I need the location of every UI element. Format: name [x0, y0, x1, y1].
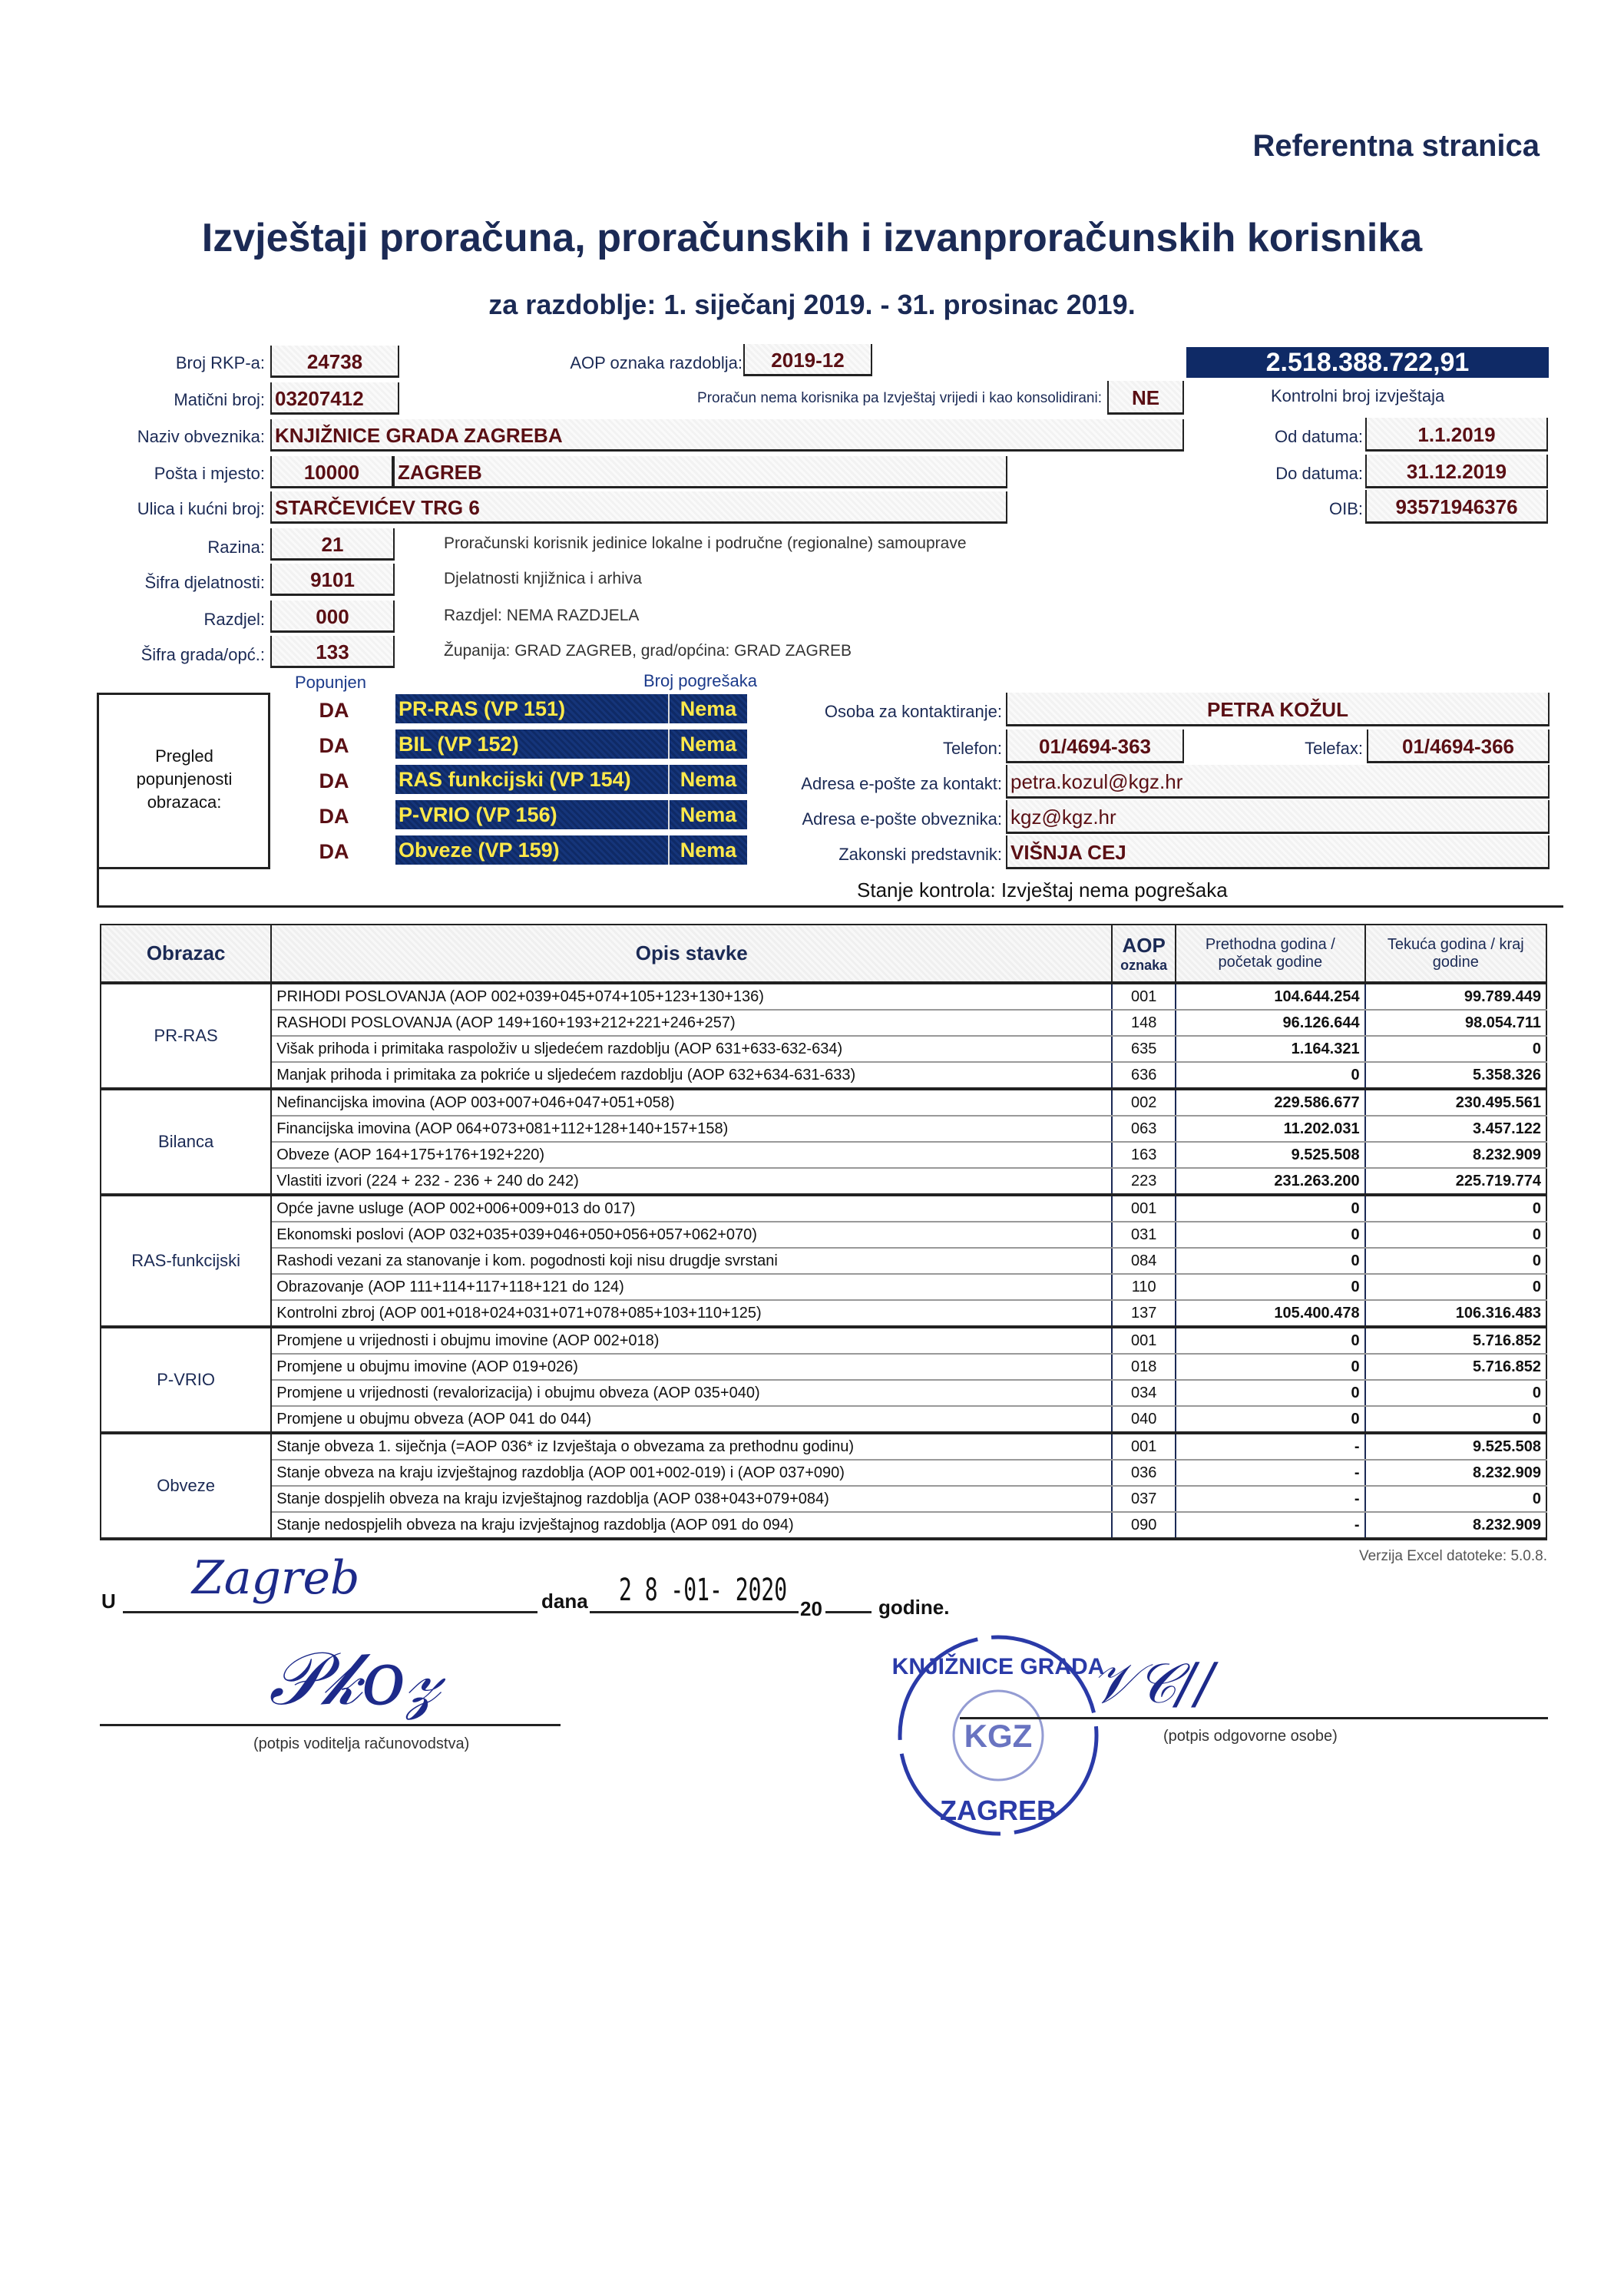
table-row: Obveze (AOP 164+175+176+192+220) 163 9.525.508 8.232.909: [101, 1142, 1546, 1168]
mb-field[interactable]: 03207412: [270, 382, 399, 415]
form-errors: Nema: [668, 694, 747, 723]
table-row: Stanje dospjelih obveza na kraju izvještajnog razdoblja (AOP 038+043+079+084) 037 - 0: [101, 1486, 1546, 1512]
name-field[interactable]: KNJIŽNICE GRADA ZAGREBA: [270, 419, 1184, 452]
table-row: Obveze Stanje obveza 1. siječnja (=AOP 036* iz Izvještaja o obvezama za prethodnu godinu) 001 - 9.525.508: [101, 1433, 1546, 1460]
col-previous-year: Prethodna godina / početak godine: [1176, 925, 1364, 983]
org-email-field[interactable]: kgz@kgz.hr: [1006, 800, 1550, 834]
to-date-label: Do datuma:: [1275, 464, 1363, 483]
table-row: Stanje nedospjelih obveza na kraju izvještajnog razdoblja (AOP 091 do 094) 090 - 8.232.909: [101, 1512, 1546, 1539]
table-row: Promjene u obujmu obveza (AOP 041 do 044) 040 0 0: [101, 1406, 1546, 1433]
fax-label: Telefax:: [1305, 739, 1363, 758]
group-obveze: Obveze: [101, 1433, 271, 1539]
year-prefix: 20: [800, 1597, 822, 1620]
activity-label: Šifra djelatnosti:: [144, 573, 265, 592]
responsible-signature: 𝒱𝒞//: [1090, 1651, 1214, 1715]
table-row: P-VRIO Promjene u vrijednosti i obujmu imovine (AOP 002+018) 001 0 5.716.852: [101, 1327, 1546, 1354]
form-errors: Nema: [668, 800, 747, 829]
place-line: [123, 1611, 537, 1613]
table-row: Vlastiti izvori (224 + 232 - 236 + 240 do 242) 223 231.263.200 225.719.774: [101, 1168, 1546, 1195]
excel-version: Verzija Excel datoteke: 5.0.8.: [1358, 1548, 1547, 1564]
org-email-label: Adresa e-pošte obveznika:: [802, 809, 1002, 829]
oib-field[interactable]: 93571946376: [1365, 490, 1548, 524]
street-field[interactable]: STARČEVIĆEV TRG 6: [270, 491, 1007, 524]
accountant-signature: 𝒫𝓀𝑜𝓏: [269, 1636, 441, 1722]
form-filled-status: DA: [319, 734, 349, 757]
legal-rep-field[interactable]: VIŠNJA CEJ: [1006, 835, 1550, 869]
oib-label: OIB:: [1328, 499, 1363, 518]
form-errors: Nema: [668, 729, 747, 759]
fax-field[interactable]: 01/4694-366: [1367, 729, 1550, 763]
table-row: Kontrolni zbroj (AOP 001+018+024+031+071+078+085+103+110+125) 137 105.400.478 106.316.483: [101, 1300, 1546, 1327]
table-row: Promjene u obujmu imovine (AOP 019+026) 018 0 5.716.852: [101, 1354, 1546, 1380]
table-row: Financijska imovina (AOP 064+073+081+112+128+140+157+158) 063 11.202.031 3.457.122: [101, 1116, 1546, 1142]
level-label: Razina:: [207, 538, 265, 557]
filled-header: Popunjen: [295, 673, 366, 692]
page-title: Izvještaji proračuna, proračunskih i izvanproračunskih korisnika: [201, 216, 1423, 260]
activity-description: Djelatnosti knjižnica i arhiva: [444, 570, 642, 587]
svg-text:KNJIŽNICE GRADA: KNJIŽNICE GRADA: [891, 1654, 1105, 1679]
control-number-box: 2.518.388.722,91: [1186, 347, 1549, 378]
form-filled-status: DA: [319, 805, 349, 828]
overview-label: Pregled popunjenosti obrazaca:: [136, 746, 233, 812]
table-row: Stanje obveza na kraju izvještajnog razdoblja (AOP 001+002-019) i (AOP 037+090) 036 - 8.232.909: [101, 1460, 1546, 1486]
form-name: RAS funkcijski (VP 154): [395, 765, 747, 794]
table-row: Ekonomski poslovi (AOP 032+035+039+046+050+056+057+062+070) 031 0 0: [101, 1222, 1546, 1248]
table-row: RAS-funkcijski Opće javne usluge (AOP 002+006+009+013 do 017) 001 0 0: [101, 1195, 1546, 1222]
contact-person-field[interactable]: PETRA KOŽUL: [1006, 693, 1550, 726]
form-name: P-VRIO (VP 156): [395, 800, 747, 829]
col-description: Opis stavke: [271, 925, 1112, 983]
section-field[interactable]: 000: [270, 600, 395, 633]
city-code-field[interactable]: 133: [270, 636, 395, 668]
phone-label: Telefon:: [942, 739, 1002, 758]
city-field[interactable]: ZAGREB: [393, 456, 1007, 488]
group-bilanca: Bilanca: [101, 1089, 271, 1195]
svg-text:ZAGREB: ZAGREB: [940, 1795, 1057, 1826]
city-code-label: Šifra grada/opć.:: [141, 645, 265, 664]
control-status-value: Izvještaj nema pogrešaka: [1001, 878, 1228, 902]
table-row: Manjak prihoda i primitaka za pokriće u sljedećem razdoblju (AOP 632+634-631-633) 636 0 5.358.326: [101, 1062, 1546, 1089]
table-row: Obrazovanje (AOP 111+114+117+118+121 do 124) 110 0 0: [101, 1274, 1546, 1300]
col-current-year: Tekuća godina / kraj godine: [1365, 925, 1546, 983]
rkp-field[interactable]: 24738: [270, 346, 399, 378]
place-prefix: U: [101, 1590, 116, 1613]
form-errors: Nema: [668, 765, 747, 794]
legal-rep-label: Zakonski predstavnik:: [838, 845, 1002, 864]
activity-field[interactable]: 9101: [270, 564, 395, 596]
table-row: Rashodi vezani za stanovanje i kom. pogodnosti koji nisu drugdje svrstani 084 0 0: [101, 1248, 1546, 1274]
control-status: [857, 878, 1228, 902]
group-ras-funkcijski: RAS-funkcijski: [101, 1195, 271, 1327]
responsible-sig-label: (potpis odgovorne osobe): [1163, 1728, 1338, 1745]
aop-period-label: AOP oznaka razdoblja:: [570, 353, 743, 372]
from-date-label: Od datuma:: [1275, 427, 1363, 446]
form-filled-status: DA: [319, 840, 349, 863]
period-subtitle: za razdoblje: 1. siječanj 2019. - 31. prosinac 2019.: [488, 289, 1136, 320]
official-stamp: [891, 1628, 1106, 1843]
table-row: Bilanca Nefinancijska imovina (AOP 003+007+046+047+051+058) 002 229.586.677 230.495.561: [101, 1089, 1546, 1116]
col-aop: AOP oznaka: [1112, 925, 1176, 983]
form-name: Obveze (VP 159): [395, 835, 747, 865]
accountant-sig-line: [100, 1724, 561, 1726]
city-code-description: Županija: GRAD ZAGREB, grad/općina: GRAD ZAGREB: [444, 642, 852, 660]
section-label: Razdjel:: [203, 610, 265, 629]
form-errors: Nema: [668, 835, 747, 865]
table-row: Promjene u vrijednosti (revalorizacija) i obujmu obveza (AOP 035+040) 034 0 0: [101, 1380, 1546, 1406]
post-code-field[interactable]: 10000: [270, 456, 393, 488]
email-field[interactable]: petra.kozul@kgz.hr: [1006, 765, 1550, 799]
contact-person-label: Osoba za kontaktiranje:: [824, 702, 1002, 721]
level-field[interactable]: 21: [270, 528, 395, 561]
group-pr-ras: PR-RAS: [101, 983, 271, 1089]
col-form: Obrazac: [101, 925, 271, 983]
consolidated-field[interactable]: NE: [1107, 381, 1184, 415]
table-row: PR-RAS PRIHODI POSLOVANJA (AOP 002+039+045+074+105+123+130+136) 001 104.644.254 99.789.449: [101, 983, 1546, 1010]
form-name: BIL (VP 152): [395, 729, 747, 759]
form-name: PR-RAS (VP 151): [395, 694, 747, 723]
street-label: Ulica i kućni broj:: [137, 499, 265, 518]
post-label: Pošta i mjesto:: [154, 464, 265, 483]
consolidated-label: Proračun nema korisnika pa Izvještaj vrijedi i kao konsolidirani:: [697, 390, 1102, 406]
form-filled-status: DA: [319, 769, 349, 792]
from-date-field[interactable]: 1.1.2019: [1365, 418, 1548, 452]
summary-table: [100, 924, 1547, 1540]
control-number-label: Kontrolni broj izvještaja: [1271, 386, 1445, 405]
reference-page-label: Referentna stranica: [1252, 129, 1540, 163]
aop-period-field[interactable]: 2019-12: [743, 344, 872, 376]
svg-text:KGZ: KGZ: [964, 1718, 1033, 1754]
table-row: Višak prihoda i primitaka raspoloživ u sljedećem razdoblju (AOP 631+633-632-634) 635 1.164.321 0: [101, 1036, 1546, 1062]
form-filled-status: DA: [319, 699, 349, 722]
mb-label: Matični broj:: [174, 390, 265, 409]
responsible-sig-line: [960, 1717, 1548, 1719]
control-status-label: Stanje kontrola:: [857, 878, 996, 902]
godine-label: godine.: [878, 1596, 950, 1619]
email-label: Adresa e-pošte za kontakt:: [801, 774, 1002, 793]
place-handwritten: Zagreb: [192, 1551, 360, 1605]
errors-header: Broj pogrešaka: [643, 671, 757, 690]
accountant-sig-label: (potpis voditelja računovodstva): [253, 1735, 470, 1752]
table-row: RASHODI POSLOVANJA (AOP 149+160+193+212+221+246+257) 148 96.126.644 98.054.711: [101, 1010, 1546, 1036]
level-description: Proračunski korisnik jedinice lokalne i područne (regionalne) samouprave: [444, 534, 967, 552]
phone-field[interactable]: 01/4694-363: [1006, 729, 1184, 763]
date-label: dana: [541, 1590, 588, 1613]
section-description: Razdjel: NEMA RAZDJELA: [444, 607, 640, 624]
date-line: [590, 1611, 799, 1613]
date-stamped: 2 8 -01- 2020: [619, 1573, 788, 1608]
group-p-vrio: P-VRIO: [101, 1327, 271, 1433]
rkp-label: Broj RKP-a:: [175, 353, 265, 372]
to-date-field[interactable]: 31.12.2019: [1365, 455, 1548, 488]
name-label: Naziv obveznika:: [137, 427, 265, 446]
